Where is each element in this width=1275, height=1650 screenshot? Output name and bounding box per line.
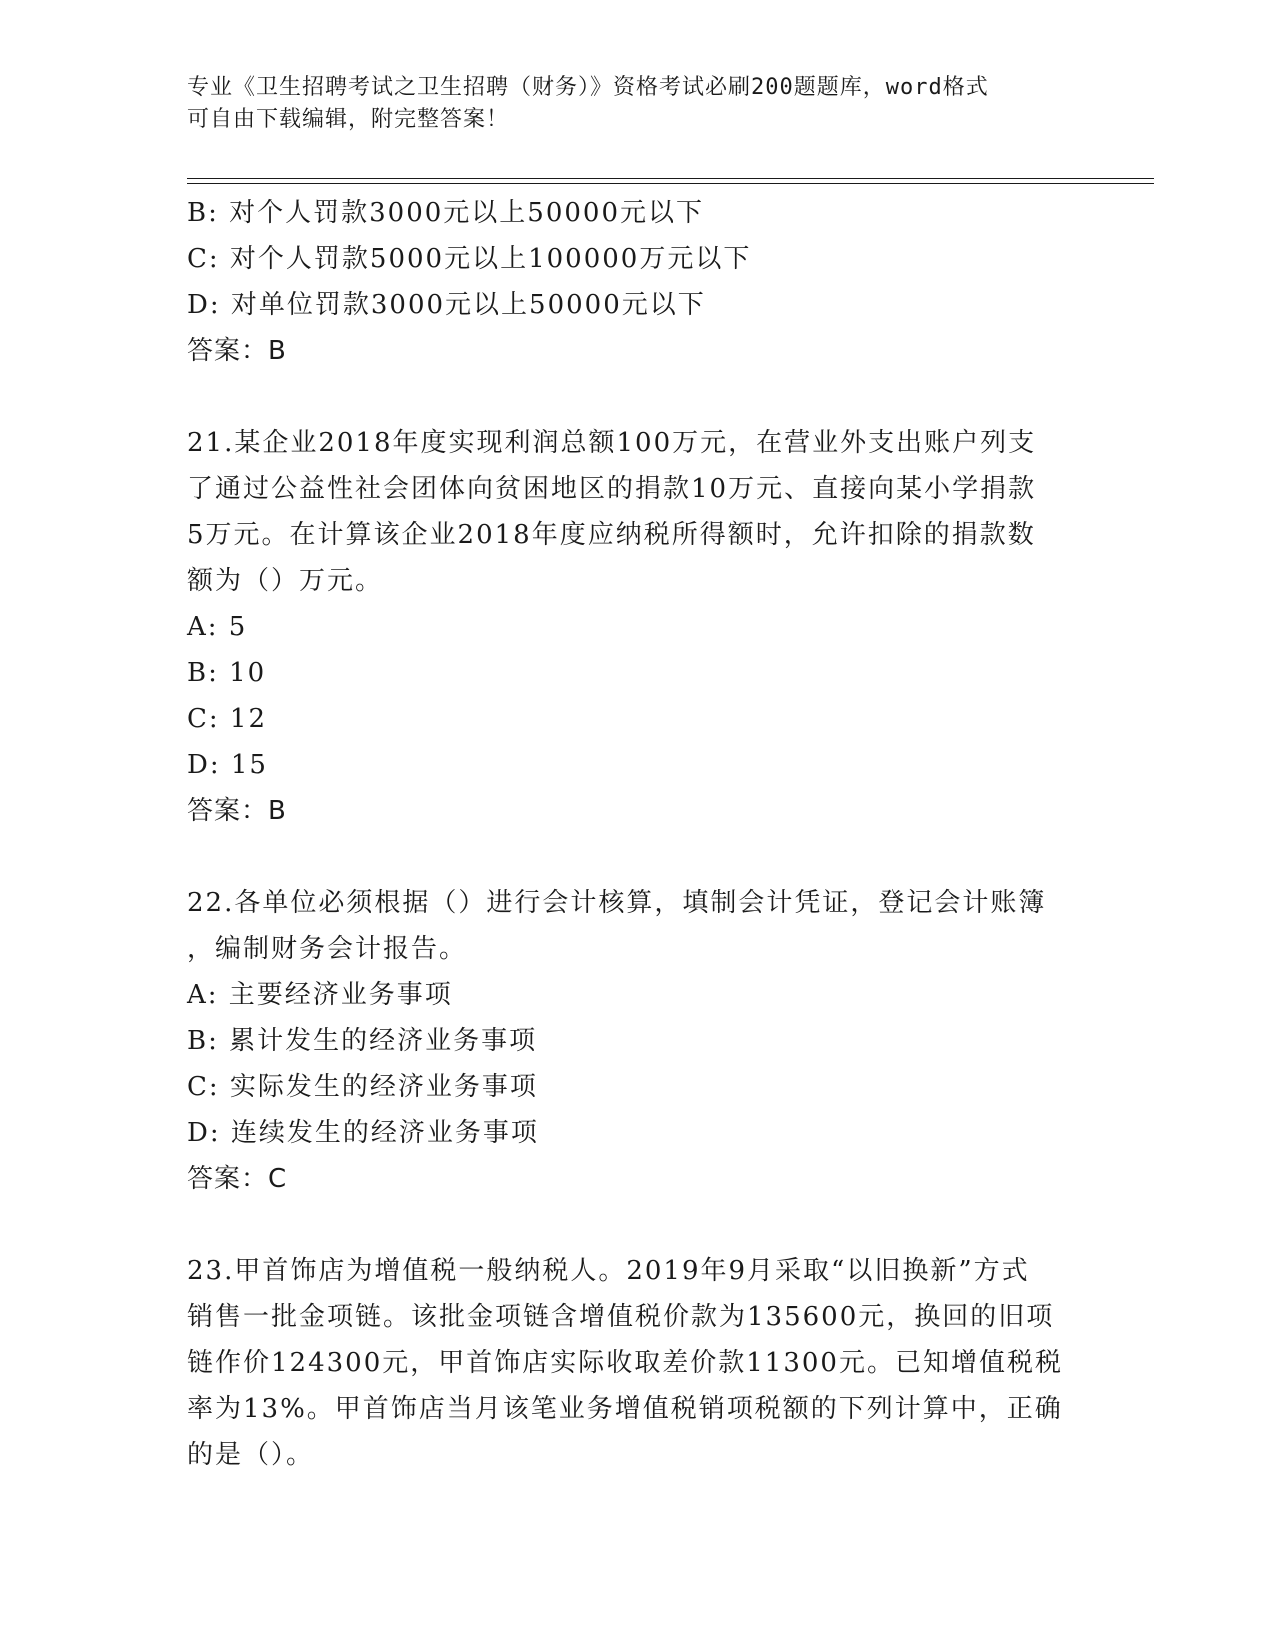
answer-line: 答案：B	[187, 336, 287, 366]
header-divider-top	[187, 178, 1154, 179]
header-line-1: 专业《卫生招聘考试之卫生招聘（财务）》资格考试必刷200题题库，word格式	[187, 75, 989, 100]
option-d: D: 对单位罚款3000元以上50000元以下	[187, 290, 706, 320]
question-stem-line: 率为13%。甲首饰店当月该笔业务增值税销项税额的下列计算中，正确	[187, 1394, 1063, 1424]
question-23	[187, 1248, 1087, 1478]
spacer	[187, 374, 1087, 420]
question-21	[187, 420, 1087, 834]
question-stem-line: ，编制财务会计报告。	[187, 934, 468, 964]
spacer	[187, 1202, 1087, 1248]
question-20-continued	[187, 190, 1087, 374]
question-22	[187, 880, 1087, 1202]
option-c: C: 12	[187, 704, 268, 734]
option-c: C: 对个人罚款5000元以上100000万元以下	[187, 244, 752, 274]
question-stem-line: 了通过公益性社会团体向贫困地区的捐款10万元、直接向某小学捐款	[187, 474, 1037, 504]
option-b: B: 对个人罚款3000元以上50000元以下	[187, 198, 705, 228]
question-stem-line: 链作价124300元，甲首饰店实际收取差价款11300元。已知增值税税	[187, 1348, 1063, 1378]
answer-line: 答案：B	[187, 796, 287, 826]
spacer	[187, 834, 1087, 880]
question-stem-line: 额为（）万元。	[187, 566, 384, 596]
header-divider-bottom	[187, 183, 1154, 184]
question-stem-line: 22.各单位必须根据（）进行会计核算，填制会计凭证，登记会计账簿	[187, 888, 1047, 918]
question-stem-line: 21.某企业2018年度实现利润总额100万元，在营业外支出账户列支	[187, 428, 1037, 458]
option-d: D: 连续发生的经济业务事项	[187, 1118, 539, 1148]
option-a: A: 主要经济业务事项	[187, 980, 453, 1010]
question-stem-line: 5万元。在计算该企业2018年度应纳税所得额时，允许扣除的捐款数	[187, 520, 1036, 550]
answer-line: 答案：C	[187, 1164, 288, 1194]
option-b: B: 10	[187, 658, 267, 688]
document-body	[187, 190, 1087, 1478]
question-stem-line: 的是（）。	[187, 1440, 315, 1470]
document-header	[187, 72, 1067, 136]
option-c: C: 实际发生的经济业务事项	[187, 1072, 538, 1102]
question-stem-line: 销售一批金项链。该批金项链含增值税价款为135600元，换回的旧项	[187, 1302, 1055, 1332]
option-a: A: 5	[187, 612, 248, 642]
option-b: B: 累计发生的经济业务事项	[187, 1026, 538, 1056]
question-stem-line: 23.甲首饰店为增值税一般纳税人。2019年9月采取“以旧换新”方式	[187, 1256, 1030, 1286]
option-d: D: 15	[187, 750, 268, 780]
header-line-2: 可自由下载编辑，附完整答案！	[187, 107, 510, 132]
